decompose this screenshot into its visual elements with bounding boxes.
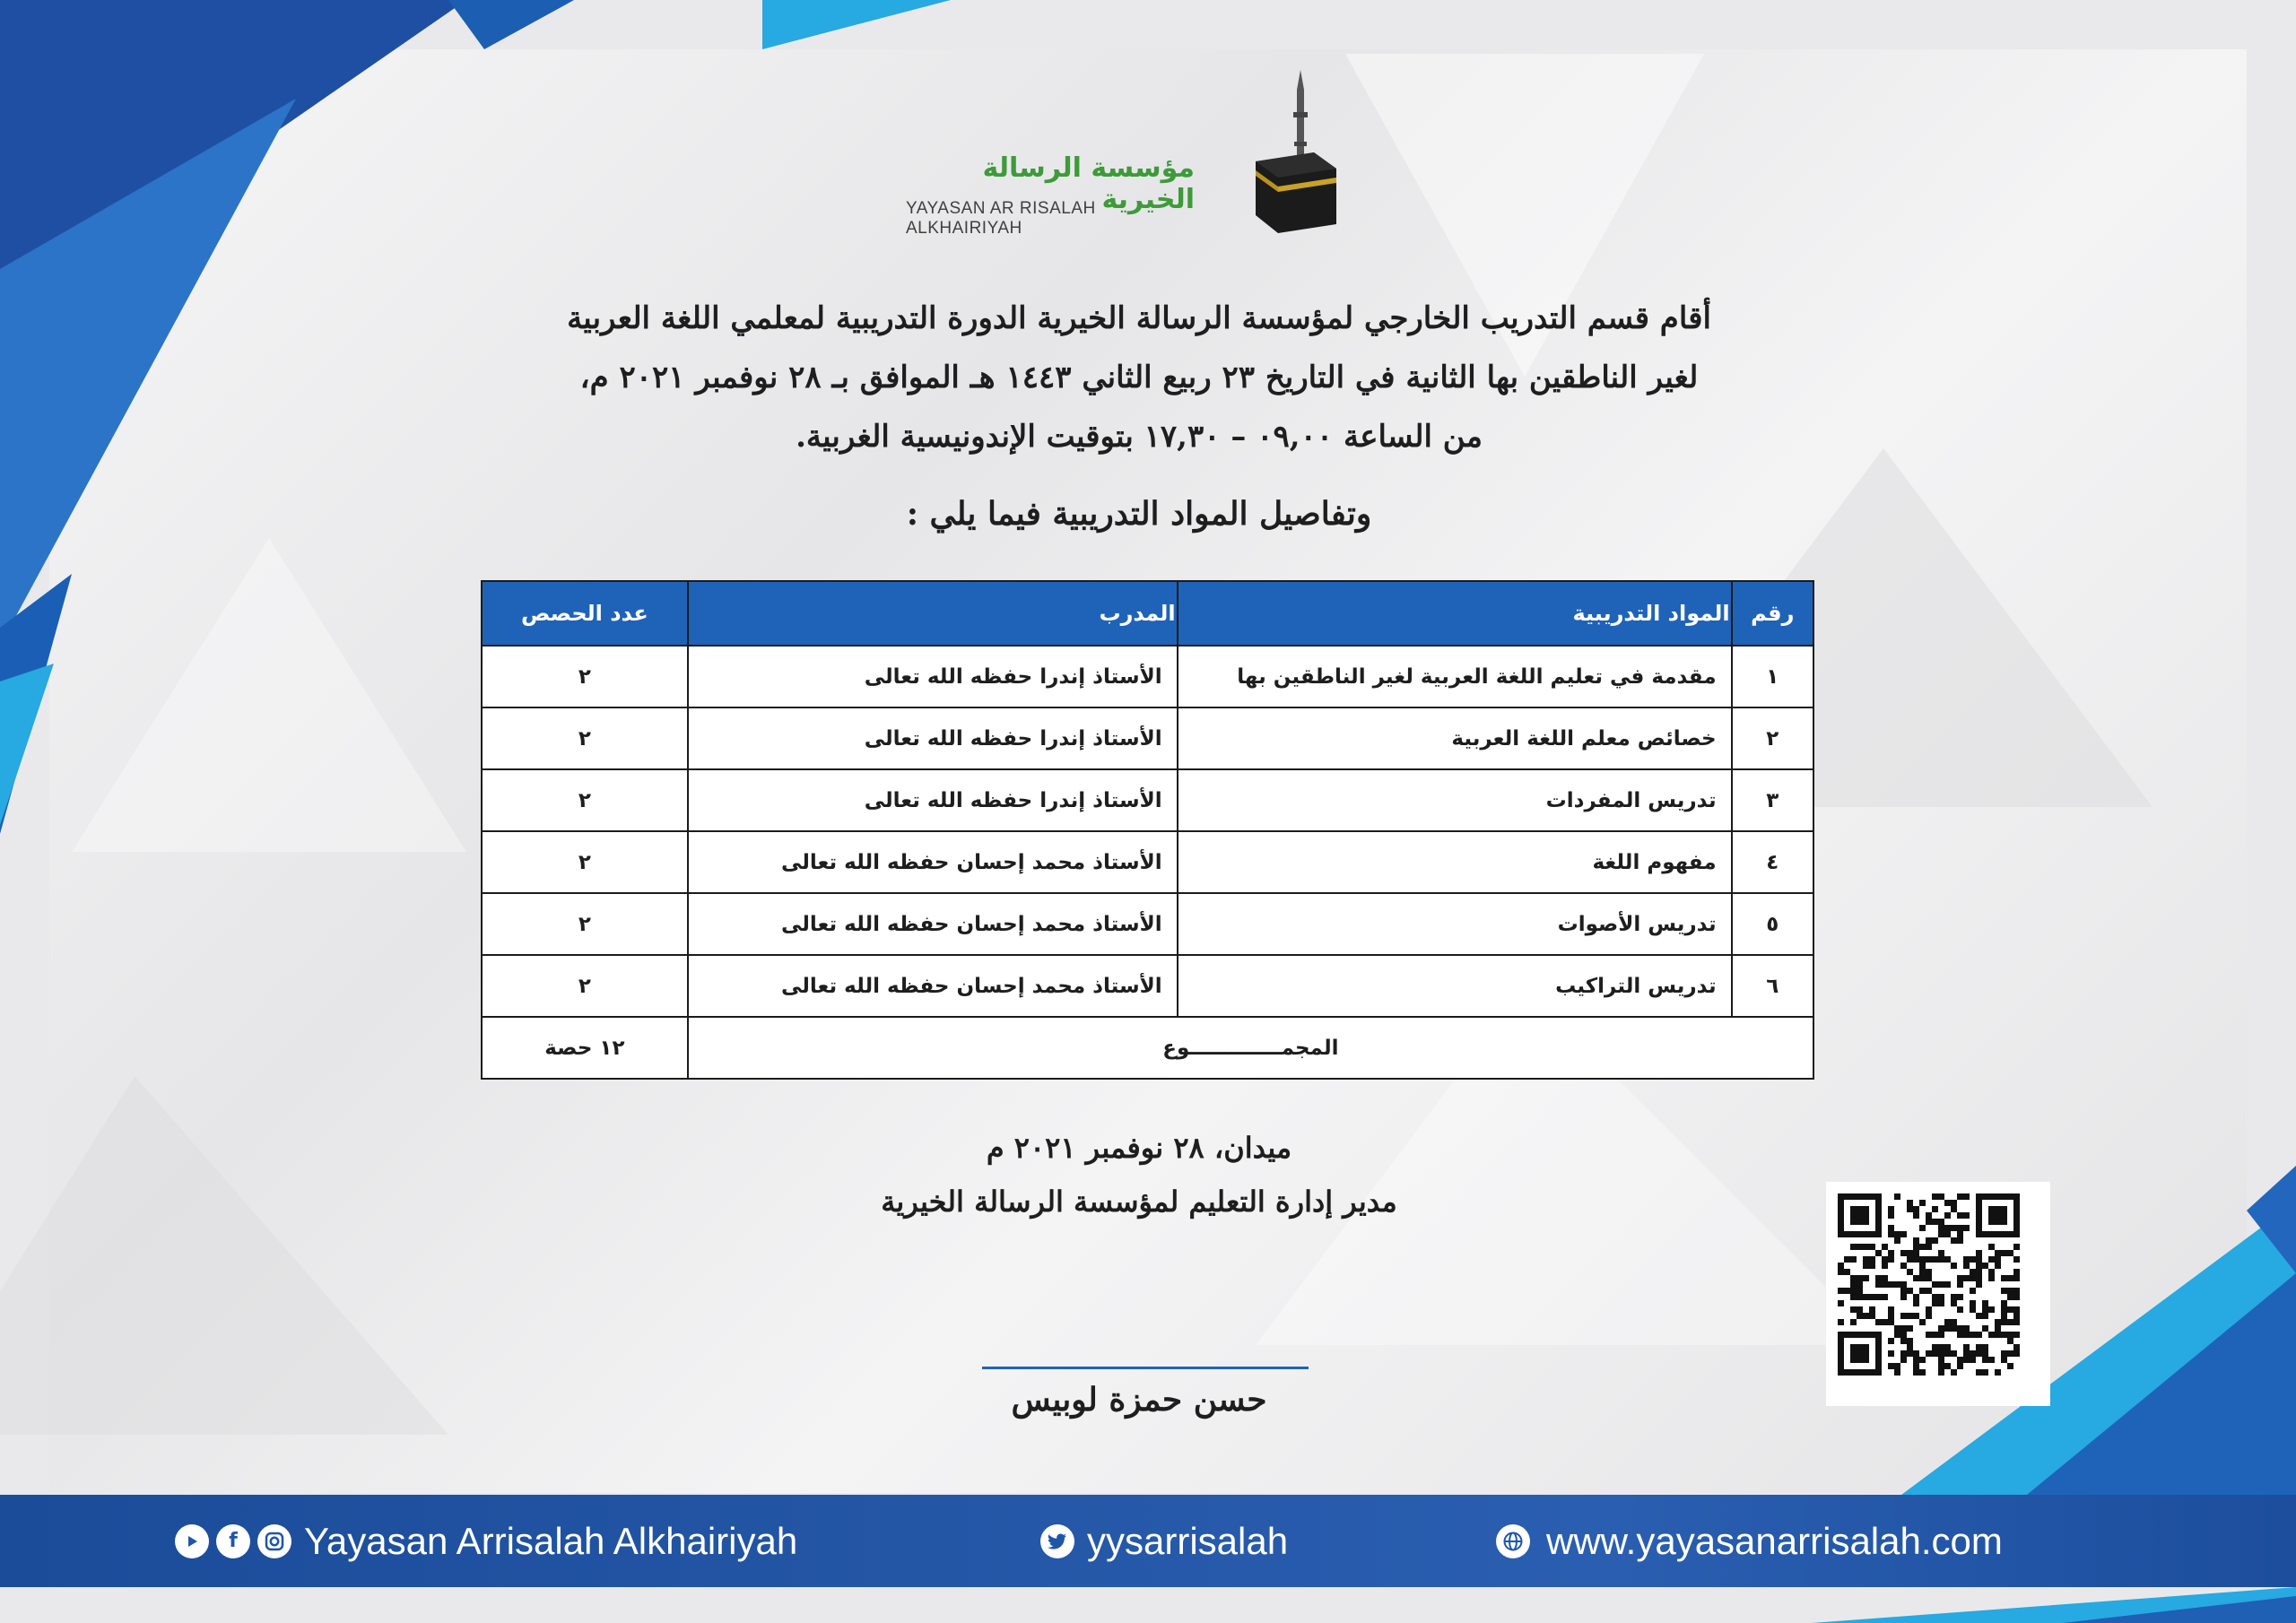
footer-bar	[0, 1495, 2296, 1587]
training-table-wrapper	[481, 580, 1814, 1080]
table-row	[482, 769, 1813, 831]
row-number: ٣	[1732, 769, 1813, 831]
footer-twitter[interactable]	[1040, 1495, 1288, 1587]
footer-social-name: Yayasan Arrisalah Alkhairiyah	[304, 1519, 798, 1562]
total-value: ١٢ حصة	[482, 1017, 688, 1079]
table-row	[482, 955, 1813, 1017]
table-row	[482, 646, 1813, 707]
signer-name: حسن حمزة لوبيس	[1011, 1381, 1267, 1419]
row-subject: تدريس الأصوات	[1178, 893, 1732, 955]
table-row	[482, 831, 1813, 893]
row-sessions: ٢	[482, 831, 688, 893]
row-subject: تدريس التراكيب	[1178, 955, 1732, 1017]
header-sessions: عدد الحصص	[482, 581, 688, 646]
youtube-icon	[175, 1524, 209, 1558]
qr-code	[1826, 1182, 2050, 1406]
bottom-strip	[0, 1587, 2296, 1623]
header-trainer: المدرب	[688, 581, 1178, 646]
row-sessions: ٢	[482, 707, 688, 769]
row-sessions: ٢	[482, 769, 688, 831]
row-trainer: الأستاذ إندرا حفظه الله تعالى	[688, 707, 1178, 769]
intro-line-3: من الساعة ٠٩,٠٠ – ١٧,٣٠ بتوقيت الإندونيسية الغربية.	[796, 419, 1483, 455]
signature-block	[511, 1121, 1767, 1228]
total-label: المجمـــــــــــــوع	[688, 1017, 1813, 1079]
logo-name-arabic: مؤسسة الرسالة الخيرية	[982, 152, 1195, 215]
globe-icon	[1496, 1524, 1530, 1558]
place-date: ميدان، ٢٨ نوفمبر ٢٠٢١ م	[986, 1131, 1292, 1165]
row-trainer: الأستاذ إندرا حفظه الله تعالى	[688, 769, 1178, 831]
table-row	[482, 893, 1813, 955]
training-table	[481, 580, 1814, 1080]
row-subject: مفهوم اللغة	[1178, 831, 1732, 893]
footer-social[interactable]	[175, 1495, 797, 1587]
footer-twitter-handle: yysarrisalah	[1087, 1519, 1289, 1562]
table-row	[482, 707, 1813, 769]
intro-paragraph	[422, 289, 1857, 466]
facebook-icon: f	[216, 1524, 250, 1558]
table-header-row	[482, 581, 1813, 646]
row-number: ٥	[1732, 893, 1813, 955]
intro-line-2: لغير الناطقين بها الثانية في التاريخ ٢٣ ربيع الثاني ١٤٤٣ هـ الموافق بـ ٢٨ نوفمبر ٢٠٢١ م،	[579, 360, 1699, 395]
footer-website-url: www.yayasanarrisalah.com	[1546, 1519, 2003, 1562]
twitter-icon	[1040, 1524, 1074, 1558]
header-subject: المواد التدريبية	[1178, 581, 1732, 646]
row-trainer: الأستاذ محمد إحسان حفظه الله تعالى	[688, 955, 1178, 1017]
row-subject: مقدمة في تعليم اللغة العربية لغير الناطقين بها	[1178, 646, 1732, 707]
qr-finder-pattern	[1841, 1197, 1879, 1235]
row-number: ٢	[1732, 707, 1813, 769]
kaaba-crescent-icon	[1211, 63, 1354, 251]
qr-finder-pattern	[1841, 1335, 1879, 1373]
row-sessions: ٢	[482, 893, 688, 955]
row-sessions: ٢	[482, 646, 688, 707]
intro-line-1: أقام قسم التدريب الخارجي لمؤسسة الرسالة الخيرية الدورة التدريبية لمعلمي اللغة العربية	[567, 300, 1711, 336]
instagram-icon	[257, 1524, 291, 1558]
signature-line	[982, 1367, 1309, 1369]
row-sessions: ٢	[482, 955, 688, 1017]
details-subtitle: وتفاصيل المواد التدريبية فيما يلي :	[906, 495, 1372, 533]
row-number: ٦	[1732, 955, 1813, 1017]
footer-website[interactable]	[1496, 1495, 2003, 1587]
signer-position: مدير إدارة التعليم لمؤسسة الرسالة الخيرية	[881, 1185, 1397, 1219]
table-total-row	[482, 1017, 1813, 1079]
logo-name-english: YAYASAN AR RISALAH ALKHAIRIYAH	[906, 199, 1096, 238]
row-trainer: الأستاذ إندرا حفظه الله تعالى	[688, 646, 1178, 707]
qr-finder-pattern	[1979, 1197, 2017, 1235]
row-number: ٤	[1732, 831, 1813, 893]
row-trainer: الأستاذ محمد إحسان حفظه الله تعالى	[688, 893, 1178, 955]
row-subject: تدريس المفردات	[1178, 769, 1732, 831]
header-number: رقم	[1732, 581, 1813, 646]
row-subject: خصائص معلم اللغة العربية	[1178, 707, 1732, 769]
organization-logo	[906, 63, 1354, 251]
row-number: ١	[1732, 646, 1813, 707]
row-trainer: الأستاذ محمد إحسان حفظه الله تعالى	[688, 831, 1178, 893]
